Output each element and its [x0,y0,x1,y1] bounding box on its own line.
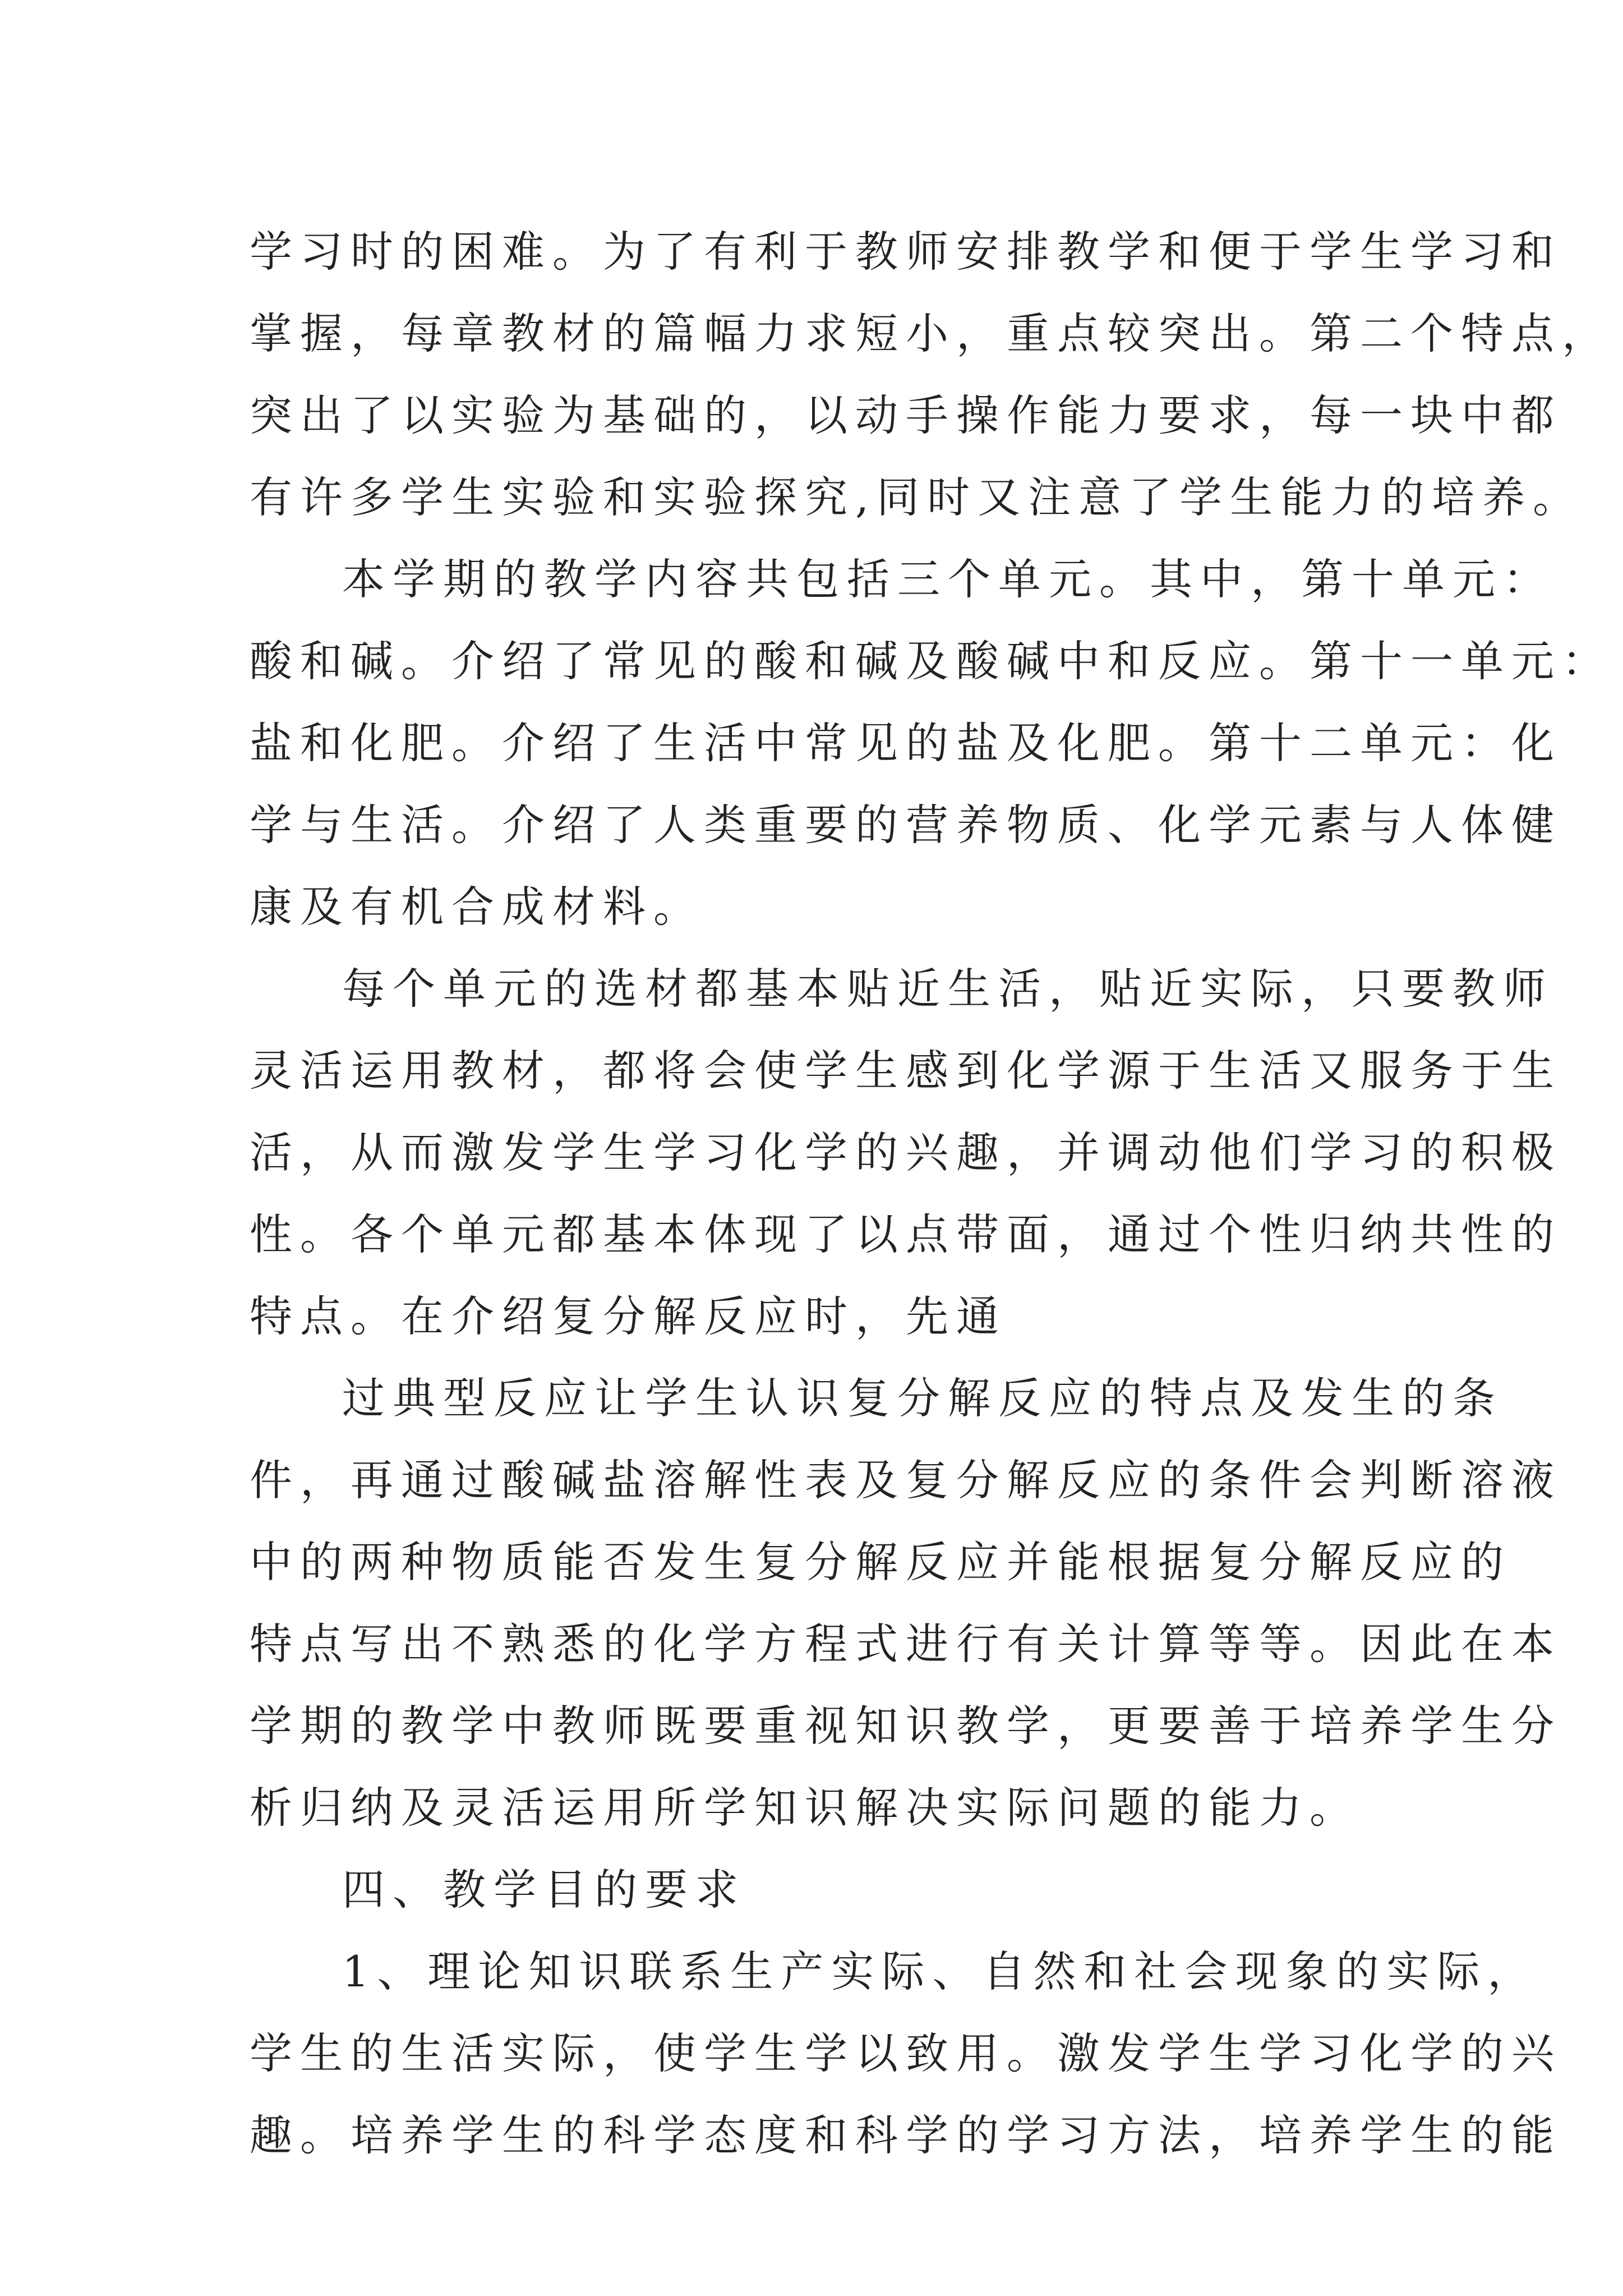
text-line: 盐和化肥。介绍了生活中常见的盐及化肥。第十二单元：化 [250,718,1562,768]
text-line: 酸和碱。介绍了常见的酸和碱及酸碱中和反应。第十一单元： [250,636,1612,686]
text-line: 中的两种物质能否发生复分解反应并能根据复分解反应的 [250,1537,1511,1587]
text-line: 康及有机合成材料。 [250,882,704,932]
section-heading: 四、教学目的要求 [342,1865,746,1915]
paragraph-first-line: 本学期的教学内容共包括三个单元。其中，第十单元： [342,554,1553,604]
text-line: 趣。培养学生的科学态度和科学的学习方法，培养学生的能 [250,2110,1562,2160]
text-line: 灵活运用教材，都将会使学生感到化学源于生活又服务于生 [250,1046,1562,1096]
text-line: 特点。在介绍复分解反应时，先通 [250,1291,1007,1341]
text-line: 学习时的困难。为了有利于教师安排教学和便于学生学习和 [250,227,1562,277]
text-line: 学与生活。介绍了人类重要的营养物质、化学元素与人体健 [250,800,1562,850]
text-line: 突出了以实验为基础的，以动手操作能力要求，每一块中都 [250,390,1562,440]
text-line: 性。各个单元都基本体现了以点带面，通过个性归纳共性的 [250,1209,1562,1259]
body-text [250,211,1612,2177]
text-line: 特点写出不熟悉的化学方程式进行有关计算等等。因此在本 [250,1619,1562,1669]
paragraph-first-line: 过典型反应让学生认识复分解反应的特点及发生的条 [342,1373,1503,1423]
text-line: 有许多学生实验和实验探究,同时又注意了学生能力的培养。 [250,472,1584,522]
text-line: 析归纳及灵活运用所学知识解决实际问题的能力。 [250,1783,1360,1833]
text-line: 活，从而激发学生学习化学的兴趣，并调动他们学习的积极 [250,1128,1562,1177]
text-line: 学生的生活实际，使学生学以致用。激发学生学习化学的兴 [250,2028,1562,2078]
list-item-first-line: 1、理论知识联系生产实际、自然和社会现象的实际， [342,1947,1538,1996]
text-line: 掌握，每章教材的篇幅力求短小，重点较突出。第二个特点， [250,309,1612,358]
text-line: 学期的教学中教师既要重视知识教学，更要善于培养学生分 [250,1701,1562,1751]
paragraph-first-line: 每个单元的选材都基本贴近生活，贴近实际，只要教师 [342,964,1553,1014]
text-line: 件，再通过酸碱盐溶解性表及复分解反应的条件会判断溶液 [250,1455,1562,1505]
